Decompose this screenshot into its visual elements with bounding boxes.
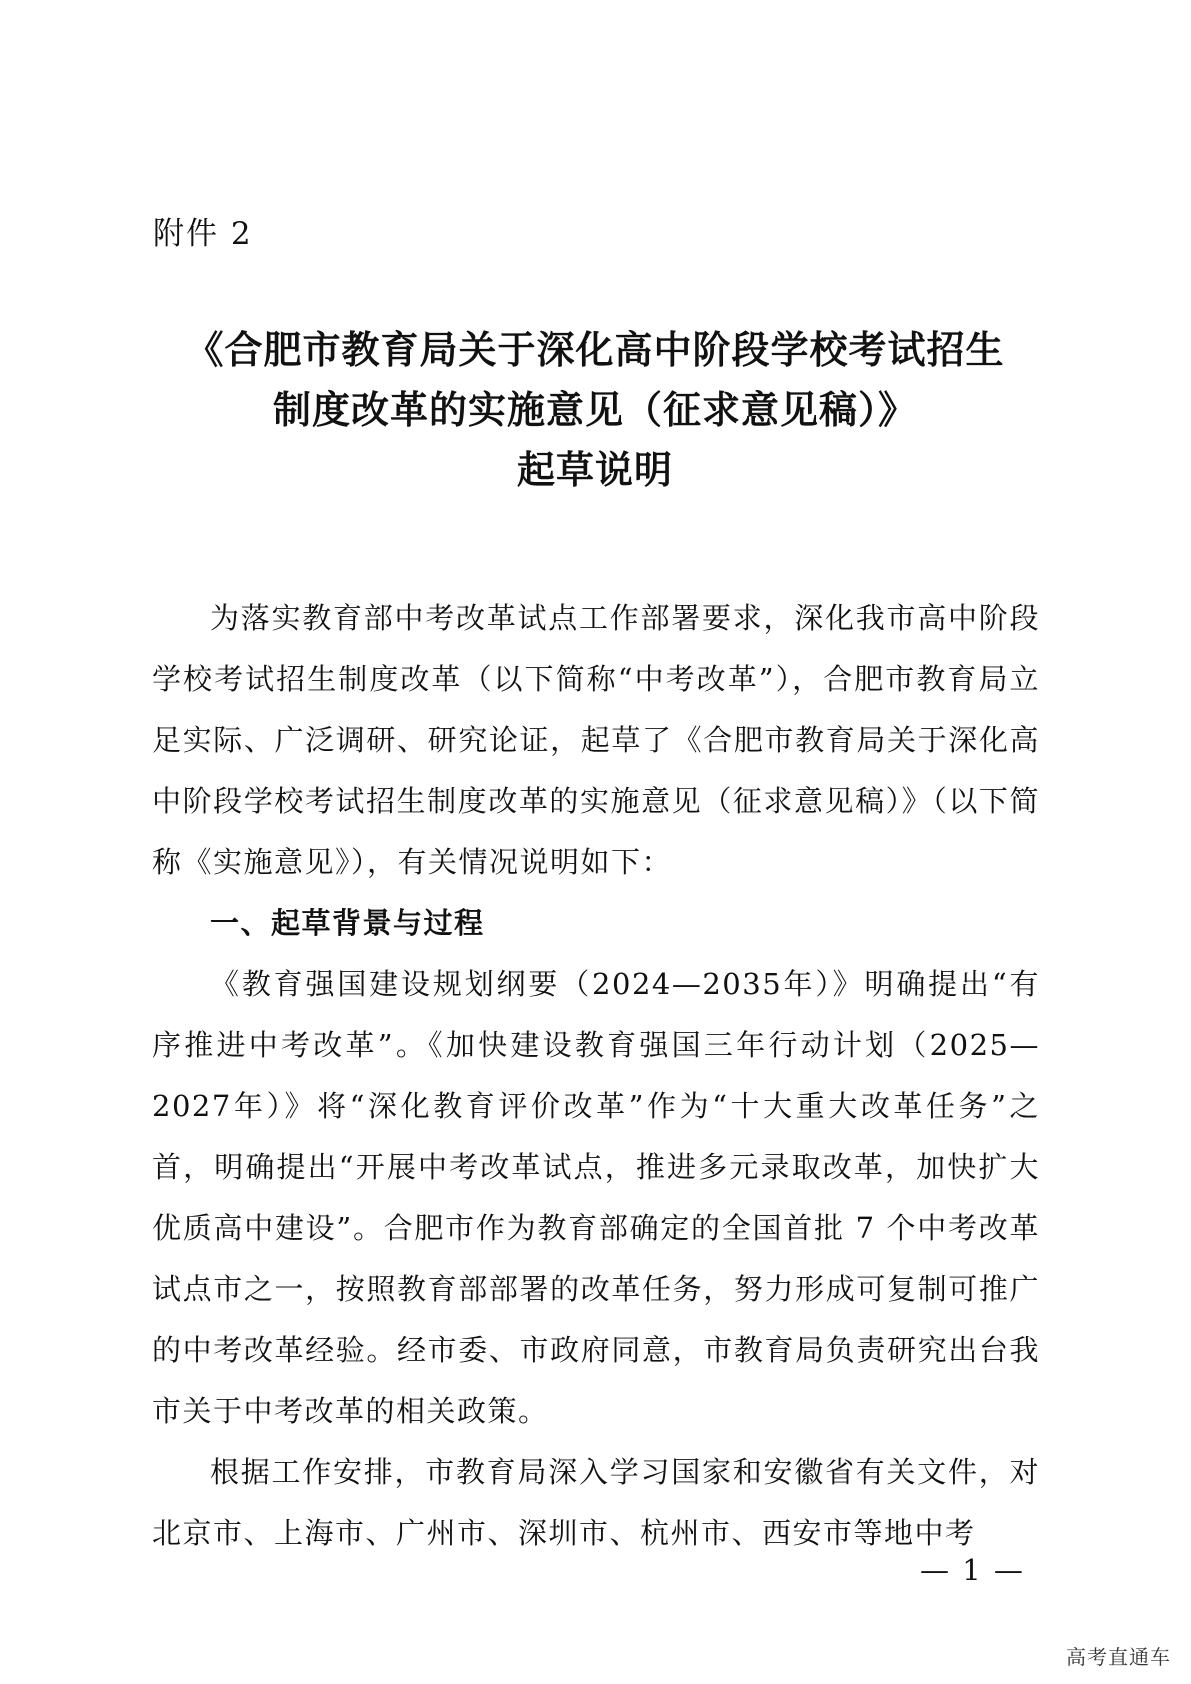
document-body	[152, 588, 1040, 1564]
watermark-text: 高考直通车	[1066, 1645, 1171, 1669]
intro-paragraph: 为落实教育部中考改革试点工作部署要求，深化我市高中阶段学校考试招生制度改革（以下简称“中考改革”），合肥市教育局立足实际、广泛调研、研究论证，起草了《合肥市教育局关于深化高中阶段学校考试招生制度改革的实施意见（征求意见稿）》（以下简称《实施意见》），有关情况说明如下：	[152, 601, 1040, 879]
title-line-2: 制度改革的实施意见（征求意见稿）》	[272, 388, 917, 432]
page-number: — 1 —	[920, 1553, 1025, 1587]
document-title	[150, 320, 1040, 500]
section-heading-1: 一、起草背景与过程	[210, 906, 485, 940]
title-line-3: 起草说明	[516, 448, 673, 492]
background-paragraph: 《教育强国建设规划纲要（2024—2035年）》明确提出“有序推进中考改革”。《加快建设教育强国三年行动计划（2025—2027年）》将“深化教育评价改革”作为“十大重大改革任务”之首，明确提出“开展中考改革试点，推进多元录取改革，加快扩大优质高中建设”。合肥市作为教育部确定的全国首批 7 个中考改革试点市之一，按照教育部部署的改革任务，努力形成可复制可推广的中考改革经验。经市委、市政府同意，市教育局负责研究出台我市关于中考改革的相关政策。	[152, 967, 1040, 1428]
title-line-1: 《合肥市教育局关于深化高中阶段学校考试招生	[185, 328, 1005, 372]
attachment-label: 附件 2	[153, 216, 253, 252]
process-paragraph: 根据工作安排，市教育局深入学习国家和安徽省有关文件，对北京市、上海市、广州市、深圳市、杭州市、西安市等地中考	[152, 1455, 1040, 1550]
